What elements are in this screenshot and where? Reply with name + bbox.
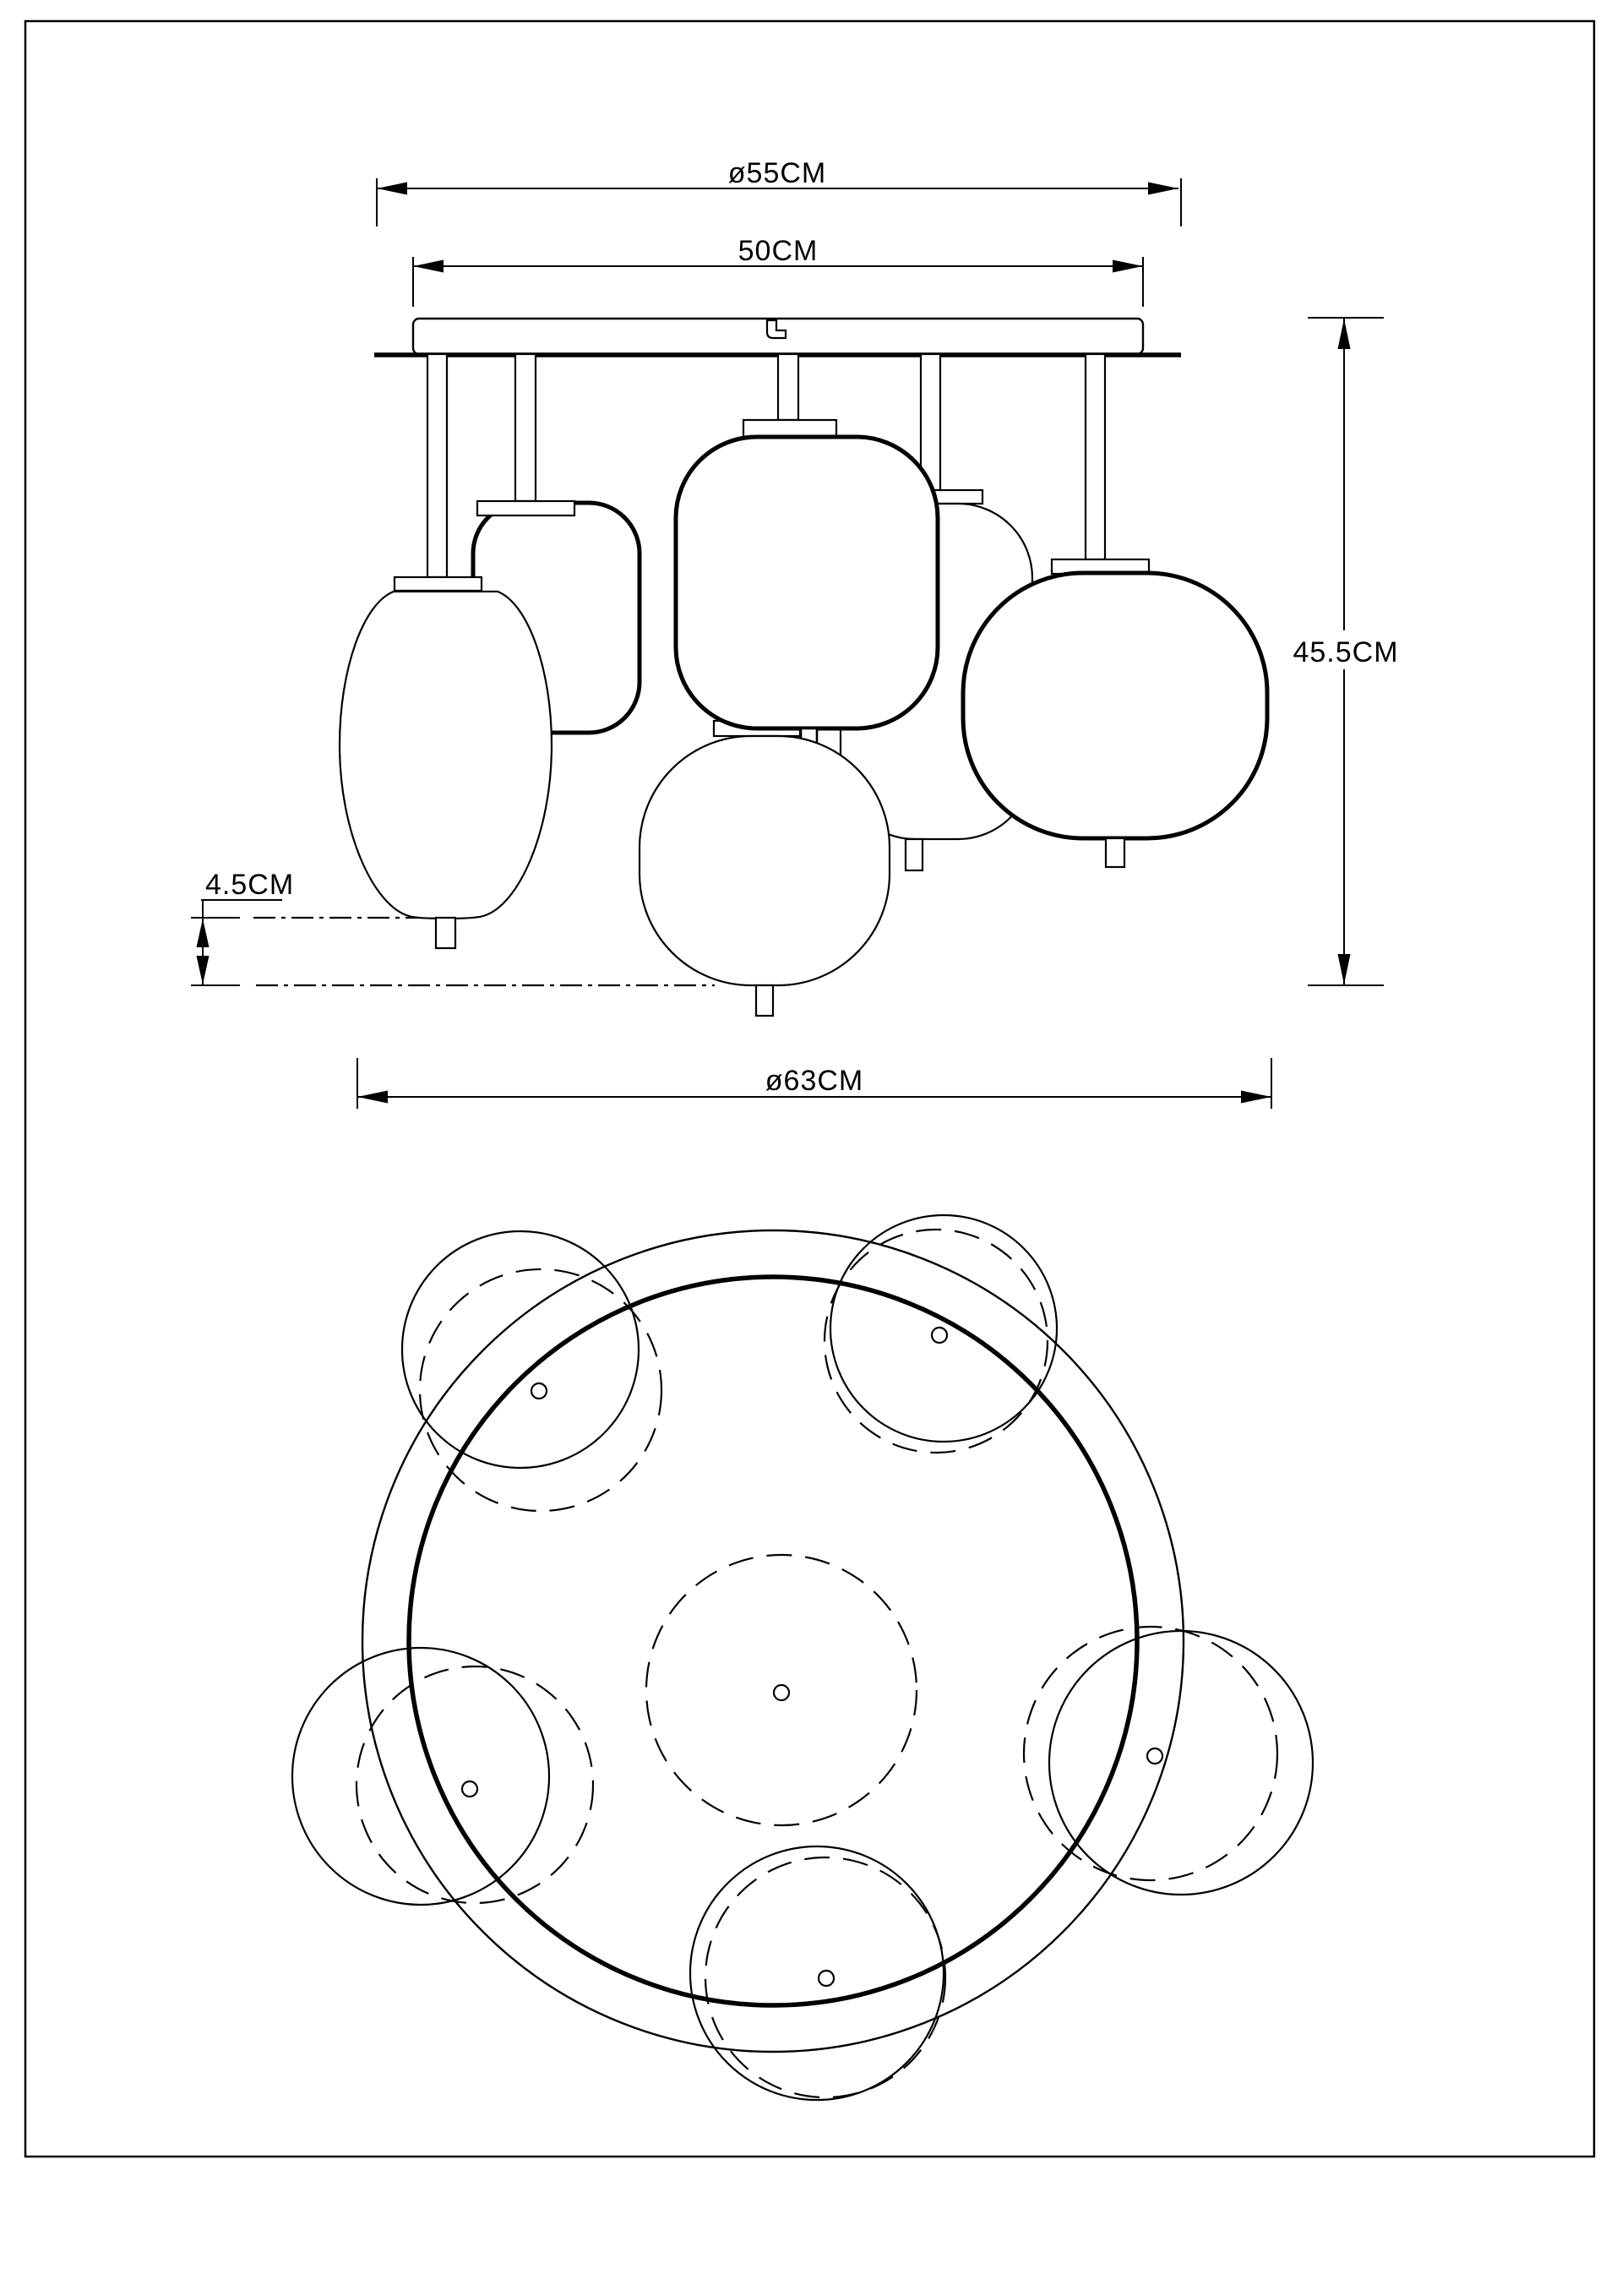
shade-stem bbox=[436, 918, 455, 948]
stem-dot bbox=[531, 1383, 547, 1399]
stem-dot bbox=[819, 1971, 834, 1986]
label-total-height: 45.5CM bbox=[1293, 636, 1399, 668]
shade-left-egg bbox=[340, 592, 552, 919]
visible-shade-right bbox=[1049, 1631, 1313, 1895]
arrow-left-icon bbox=[357, 1091, 388, 1104]
shade-right bbox=[963, 573, 1267, 838]
rod bbox=[1086, 354, 1105, 559]
visible-shade-left bbox=[292, 1648, 549, 1905]
shade-stem bbox=[1106, 838, 1124, 867]
arrow-down-icon bbox=[1338, 954, 1351, 984]
shade-stem bbox=[756, 985, 773, 1016]
rod bbox=[778, 354, 798, 420]
dimension-shade-drop bbox=[191, 900, 282, 985]
stem-dot bbox=[774, 1685, 789, 1700]
visible-shade-bottom bbox=[690, 1846, 944, 2100]
stem-dot bbox=[932, 1328, 947, 1343]
ring-outline-circle bbox=[362, 1230, 1184, 2052]
arrow-up-icon bbox=[1338, 319, 1351, 349]
shade-cap bbox=[395, 577, 482, 591]
arrow-left-icon bbox=[377, 183, 407, 195]
arrow-right-icon bbox=[1241, 1091, 1271, 1104]
hidden-shade-circles bbox=[357, 1230, 1277, 2097]
shade-center bbox=[676, 437, 938, 728]
shade-cap bbox=[477, 501, 574, 515]
stem-dot bbox=[462, 1781, 477, 1797]
label-plate-diameter: 50CM bbox=[738, 235, 819, 267]
shade-bottom-center bbox=[640, 736, 890, 985]
arrow-up-icon bbox=[197, 919, 210, 947]
label-shade-drop: 4.5CM bbox=[205, 869, 295, 901]
stem-dots bbox=[462, 1328, 1162, 1986]
shade-stem bbox=[906, 839, 923, 870]
arrow-right-icon bbox=[1113, 260, 1143, 273]
rod bbox=[427, 354, 447, 577]
arrow-left-icon bbox=[413, 260, 444, 273]
rod bbox=[515, 354, 536, 501]
stem-dot bbox=[1147, 1748, 1162, 1764]
label-overall-diameter: ø63CM bbox=[765, 1065, 864, 1097]
shade-cap bbox=[743, 420, 836, 437]
bottom-view bbox=[292, 1215, 1313, 2100]
datum-lines bbox=[253, 918, 715, 985]
plate-outline-circle bbox=[409, 1277, 1137, 2005]
arrow-down-icon bbox=[197, 956, 210, 984]
arrow-right-icon bbox=[1148, 183, 1178, 195]
side-elevation-view bbox=[340, 319, 1267, 1016]
visible-shade-circles bbox=[292, 1215, 1313, 2100]
label-ring-diameter: ø55CM bbox=[727, 157, 827, 189]
